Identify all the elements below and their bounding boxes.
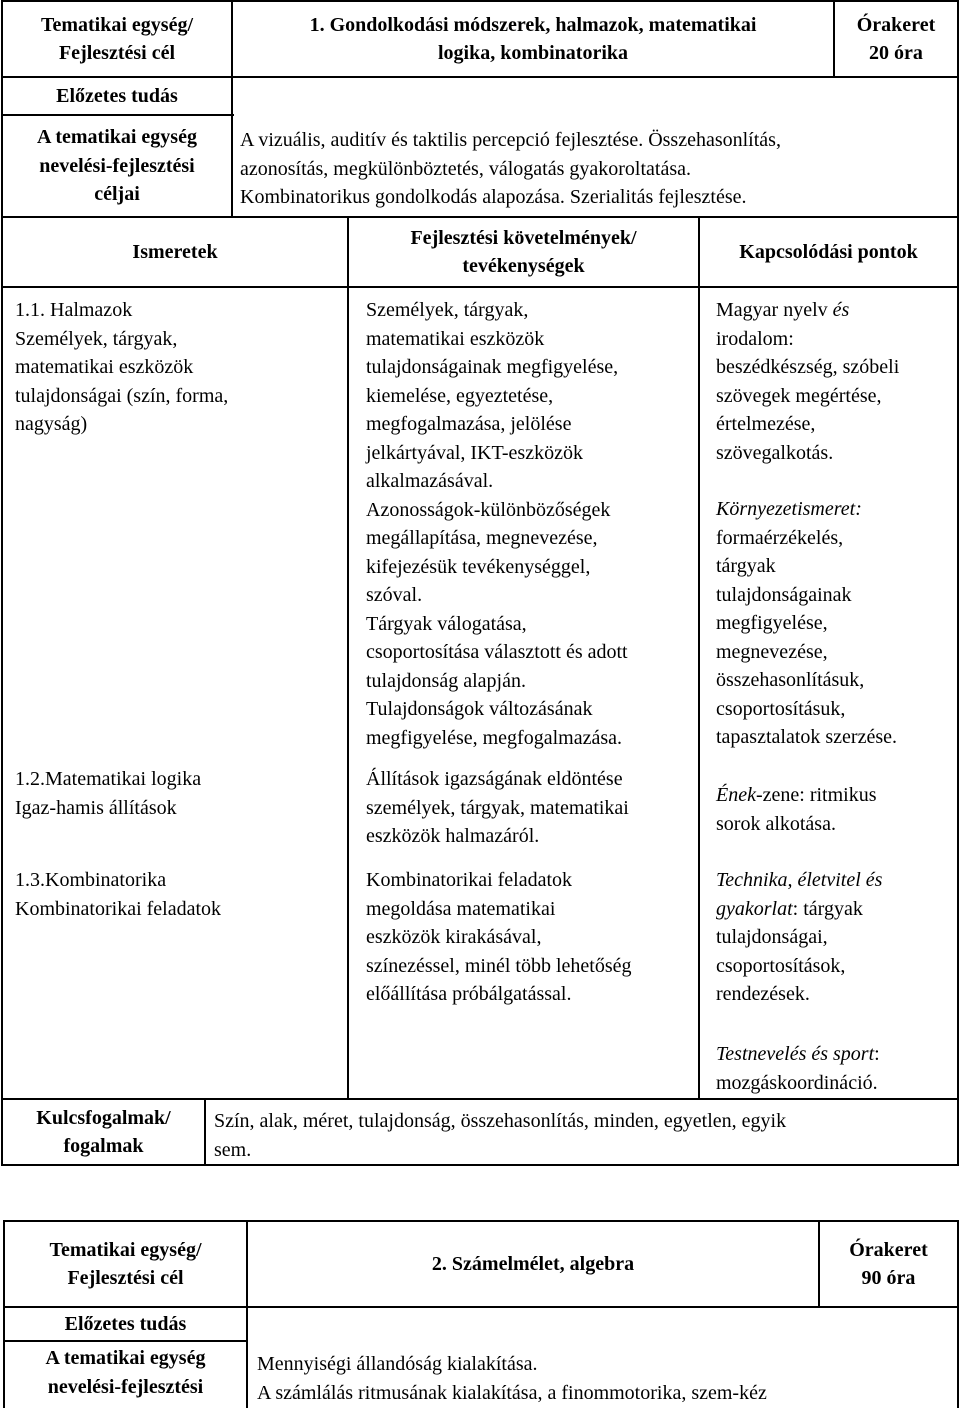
connection-line: : tárgyak xyxy=(792,897,863,920)
requirements-line: Tulajdonságok változásának xyxy=(366,698,593,720)
hours-value: 20 óra xyxy=(869,42,923,64)
requirements-line: kiemelése, egyeztetése, xyxy=(366,384,554,407)
unit2-prior-knowledge-label xyxy=(5,1308,246,1340)
prior-knowledge-text: Előzetes tudás xyxy=(56,84,178,107)
unit2-goals-line-1: Mennyiségi állandóság kialakítása. xyxy=(257,1353,538,1375)
requirements-item-3 xyxy=(366,866,631,1009)
column-header-connections xyxy=(700,218,957,286)
goals-line-3: Kombinatorikus gondolkodás alapozása. Szerialitás fejlesztése. xyxy=(240,186,747,208)
unit2-label-line-1: Tematikai egység/ xyxy=(49,1238,202,1261)
unit2-goals-text xyxy=(257,1350,767,1407)
connection-line: rendezések. xyxy=(716,983,810,1005)
goals-label-line-3: céljai xyxy=(94,183,140,206)
unit2-goals-label-line-2: nevelési-fejlesztési xyxy=(47,1375,204,1398)
connection-line: formaérzékelés, xyxy=(716,526,844,549)
unit-title xyxy=(233,2,833,76)
connection-line: csoportosítások, xyxy=(716,954,846,977)
knowledge-line: 1.2.Matematikai logika xyxy=(15,768,202,790)
connection-subject-cont: gyakorlat xyxy=(716,897,793,920)
requirements-line: tulajdonságainak megfigyelése, xyxy=(366,356,619,378)
key-concepts-line-1: Szín, alak, méret, tulajdonság, összehasonlítás, minden, egyetlen, egyik xyxy=(214,1110,787,1132)
goals-label-line-1: A tematikai egység xyxy=(37,126,197,149)
requirements-line: eszközök halmazáról. xyxy=(366,825,540,847)
requirements-line: tulajdonság alapján. xyxy=(366,669,526,692)
connection-pe xyxy=(716,1040,880,1097)
connection-technics xyxy=(716,866,882,1009)
unit-title-line-1: 1. Gondolkodási módszerek, halmazok, matematikai xyxy=(309,13,757,36)
unit-label xyxy=(3,2,231,76)
goals-line-2: azonosítás, megkülönböztetés, válogatás gyakoroltatása. xyxy=(240,157,691,180)
unit2-hours-label: Órakeret xyxy=(849,1238,928,1261)
goals-text xyxy=(240,126,781,212)
connection-subject: Technika, életvitel és xyxy=(716,869,883,891)
connection-line: tárgyak xyxy=(716,555,776,577)
unit2-goals-label-line-1: A tematikai egység xyxy=(45,1347,206,1369)
knowledge-item-3 xyxy=(15,866,221,923)
goals-line-1: A vizuális, auditív és taktilis percepció fejlesztése. Összehasonlítás, xyxy=(240,129,781,151)
knowledge-line: Kombinatorikai feladatok xyxy=(15,897,222,920)
connection-line: megnevezése, xyxy=(716,640,828,663)
unit-label-line-2: Fejlesztési cél xyxy=(58,42,176,64)
requirements-line: Állítások igazságának eldöntése xyxy=(366,768,623,790)
requirements-line: Tárgyak válogatása, xyxy=(366,612,527,635)
key-concepts-label-line-2: fogalmak xyxy=(63,1135,144,1157)
connection-subject: Testnevelés és sport xyxy=(716,1043,875,1065)
connection-line: zene: ritmikus xyxy=(762,784,877,806)
column-header-requirements-line-2: tevékenységek xyxy=(462,255,585,277)
connection-line: szövegek megértése, xyxy=(716,384,882,407)
unit2-goals-line-2: A számlálás ritmusának kialakítása, a finommotorika, szem-kéz xyxy=(257,1381,767,1404)
column-header-knowledge xyxy=(3,218,347,286)
goals-label-line-2: nevelési-fejlesztési xyxy=(39,154,195,177)
key-concepts-label xyxy=(3,1100,204,1164)
hours-label: Órakeret xyxy=(856,13,936,36)
column-header-requirements xyxy=(349,218,698,286)
knowledge-line: 1.3.Kombinatorika xyxy=(15,869,167,891)
knowledge-line: Személyek, tárgyak, xyxy=(15,327,178,350)
connection-line: csoportosításuk, xyxy=(716,697,846,720)
prior-knowledge-label xyxy=(3,78,231,114)
knowledge-line: nagyság) xyxy=(15,413,88,435)
connection-line: tulajdonságai, xyxy=(716,926,828,948)
unit-title-line-2: logika, kombinatorika xyxy=(437,42,629,64)
unit2-label-line-2: Fejlesztési cél xyxy=(67,1267,184,1289)
requirements-line: megoldása matematikai xyxy=(366,897,556,920)
column-header-requirements-line-1: Fejlesztési követelmények/ xyxy=(410,226,637,249)
requirements-line: szóval. xyxy=(366,584,423,606)
requirements-line: csoportosítása választott és adott xyxy=(366,641,628,663)
connection-hungarian xyxy=(716,296,899,467)
requirements-line: megfigyelése, megfogalmazása. xyxy=(366,726,622,749)
knowledge-line: 1.1. Halmazok xyxy=(15,299,133,321)
goals-label xyxy=(3,116,231,216)
knowledge-item-1 xyxy=(15,296,228,439)
requirements-line: jelkártyával, IKT-eszközök xyxy=(366,441,583,464)
requirements-line: személyek, tárgyak, matematikai xyxy=(366,796,629,819)
unit2-title xyxy=(248,1222,818,1306)
connection-line: értelmezése, xyxy=(716,413,816,435)
column-header-knowledge-text: Ismeretek xyxy=(132,240,218,263)
key-concepts-label-line-1: Kulcsfogalmak/ xyxy=(36,1106,171,1129)
connection-line: szövegalkotás. xyxy=(716,441,834,464)
requirements-line: megfogalmazása, jelölése xyxy=(366,413,572,435)
requirements-line: matematikai eszközök xyxy=(366,327,545,350)
connection-subject-tail: : xyxy=(874,1043,880,1065)
connection-line: megfigyelése, xyxy=(716,612,828,634)
connection-environment xyxy=(716,495,897,752)
connection-subject-italic: és xyxy=(832,299,850,321)
connection-line: beszédkészség, szóbeli xyxy=(716,356,900,378)
key-concepts-text xyxy=(214,1107,786,1164)
connection-line: mozgáskoordináció. xyxy=(716,1071,878,1094)
unit2-hours-value: 90 óra xyxy=(861,1267,916,1289)
requirements-line: Kombinatorikai feladatok xyxy=(366,869,573,891)
requirements-line: megállapítása, megnevezése, xyxy=(366,527,598,549)
requirements-line: kifejezésük tevékenységgel, xyxy=(366,555,591,578)
unit2-prior-knowledge-text: Előzetes tudás xyxy=(64,1312,187,1335)
knowledge-line: matematikai eszközök xyxy=(15,356,194,378)
key-concepts-line-2: sem. xyxy=(214,1138,252,1161)
connection-subject: Környezetismeret: xyxy=(716,498,862,520)
connection-line: tulajdonságainak xyxy=(716,583,852,606)
connection-subject: Ének- xyxy=(716,784,763,806)
requirements-line: színezéssel, minél több lehetőség xyxy=(366,954,632,977)
connection-line: tapasztalatok szerzése. xyxy=(716,726,898,748)
requirements-line: Azonosságok-különbözőségek xyxy=(366,498,611,521)
connection-line: összehasonlításuk, xyxy=(716,669,865,691)
requirements-line: Személyek, tárgyak, xyxy=(366,299,529,321)
requirements-line: előállítása próbálgatással. xyxy=(366,983,572,1005)
knowledge-line: Igaz-hamis állítások xyxy=(15,796,177,819)
requirements-item-2 xyxy=(366,765,629,851)
requirements-line: eszközök kirakásával, xyxy=(366,926,542,948)
requirements-item-1 xyxy=(366,296,628,752)
knowledge-line: tulajdonságai (szín, forma, xyxy=(15,384,229,407)
connection-subject: Magyar nyelv xyxy=(716,299,833,321)
requirements-line: alkalmazásával. xyxy=(366,470,494,492)
unit2-hours-cell xyxy=(820,1222,957,1306)
knowledge-item-2 xyxy=(15,765,201,822)
column-header-connections-text: Kapcsolódási pontok xyxy=(739,240,918,263)
unit-label-line-1: Tematikai egység/ xyxy=(40,13,194,36)
unit2-label xyxy=(5,1222,246,1306)
connection-music xyxy=(716,781,877,838)
connection-subject: irodalom: xyxy=(716,327,794,350)
unit2-goals-label xyxy=(5,1344,246,1401)
hours-cell xyxy=(835,2,957,76)
unit2-title-text: 2. Számelmélet, algebra xyxy=(431,1252,635,1275)
connection-line: sorok alkotása. xyxy=(716,812,836,835)
